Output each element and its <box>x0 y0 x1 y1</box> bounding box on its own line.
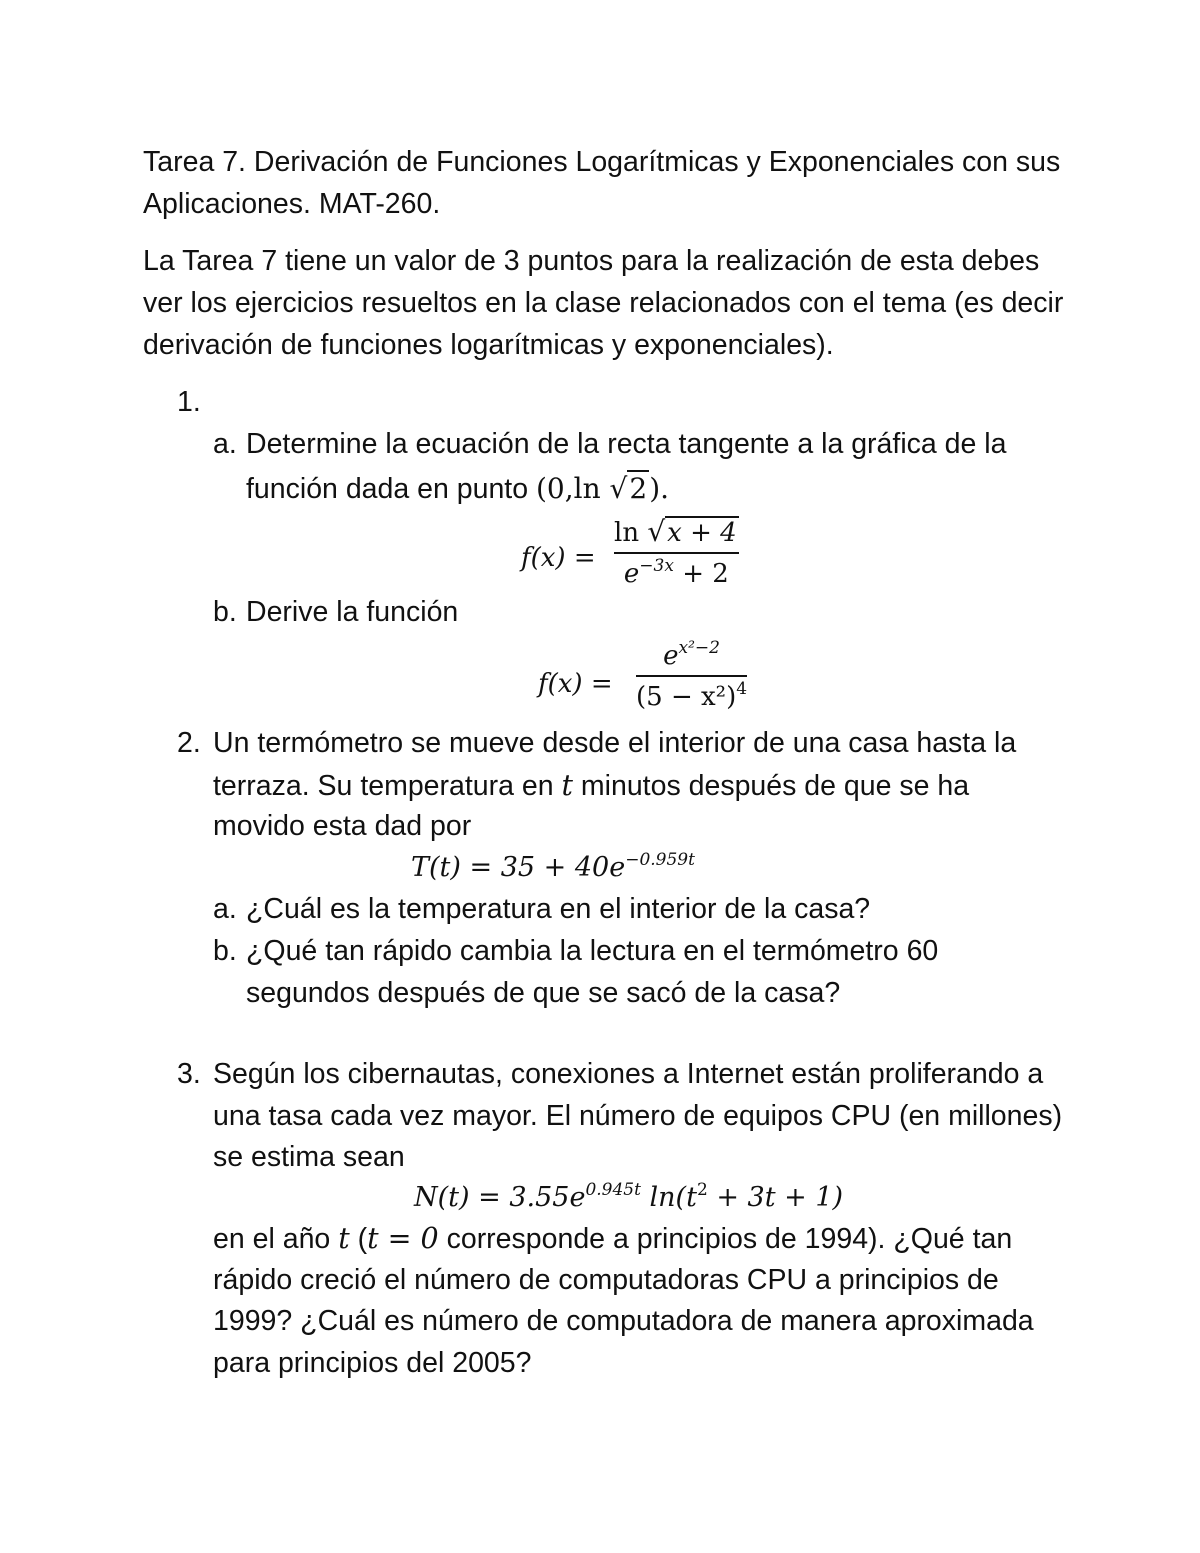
formula-2-fraction-bar <box>636 675 747 677</box>
point-close: ). <box>649 472 670 505</box>
formula-2-lhs-text: f(x) = <box>538 669 613 699</box>
formula-1-lhs-text: f(x) = <box>521 543 596 573</box>
question-2b-label: b. <box>213 935 237 967</box>
question-3-t-equals-0: t = 0 <box>367 1222 439 1255</box>
question-3-line-2: una tasa cada vez mayor. El número de equipos CPU (en millones) <box>213 1100 1063 1132</box>
formula-4 <box>414 1177 843 1218</box>
question-3-line-7: para principios del 2005? <box>213 1347 532 1379</box>
formula-3-lhs: T(t) = 35 + 40e <box>411 852 626 883</box>
question-3-line-3: se estima sean <box>213 1141 405 1173</box>
formula-1-denominator <box>624 558 729 590</box>
formula-4-tail: + 3t + 1) <box>707 1182 844 1213</box>
point-open: (0, <box>536 472 574 505</box>
question-2-var-t: t <box>561 769 573 802</box>
document-title-line-1: Tarea 7. Derivación de Funciones Logarítmicas y Exponenciales con sus <box>143 146 1061 178</box>
question-1-number: 1. <box>177 386 201 418</box>
formula-2-fraction <box>636 640 747 713</box>
formula-1-numerator <box>614 516 739 549</box>
point-radicand: 2 <box>629 472 648 505</box>
point-ln: ln <box>573 472 601 505</box>
question-3-number: 3. <box>177 1058 201 1090</box>
formula-1-sqrt: √x + 4 <box>647 515 737 548</box>
question-2a-label: a. <box>213 893 237 925</box>
question-3-line-5: rápido creció el número de computadoras CPU a principios de <box>213 1264 999 1296</box>
question-2-line-2 <box>213 765 969 807</box>
question-1b-label: b. <box>213 596 237 628</box>
formula-1-den-base: e <box>623 559 640 589</box>
question-2-number: 2. <box>177 727 201 759</box>
question-1a-line-2-text: función dada en punto <box>246 473 529 505</box>
question-3-line-1: Según los cibernautas, conexiones a Internet están proliferando a <box>213 1058 1044 1090</box>
document-title-line-2: Aplicaciones. MAT-260. <box>143 188 441 220</box>
formula-3-exp: −0.959t <box>625 850 695 870</box>
question-2-line-3: movido esta dad por <box>213 810 472 842</box>
formula-4-lhs: N(t) = 3.55e <box>414 1182 586 1213</box>
question-3-paren: ( <box>357 1223 368 1255</box>
formula-1-fraction-bar <box>614 552 739 554</box>
formula-1-num-ln: ln <box>614 518 640 548</box>
question-2-line-1: Un termómetro se mueve desde el interior de una casa hasta la <box>213 727 1017 759</box>
question-1a-line-2 <box>246 468 669 510</box>
intro-line-1: La Tarea 7 tiene un valor de 3 puntos para la realización de esta debes <box>143 245 1040 277</box>
intro-line-2: ver los ejercicios resueltos en la clase relacionados con el tema (es decir <box>143 287 1064 319</box>
formula-1-den-rest: + 2 <box>673 559 729 589</box>
formula-4-ln-exp: 2 <box>696 1180 708 1200</box>
formula-1-lhs <box>521 538 596 579</box>
formula-2-lhs <box>538 664 613 705</box>
question-2b-line-1: ¿Qué tan rápido cambia la lectura en el termómetro 60 <box>246 935 939 967</box>
formula-2-den-base: (5 − x²) <box>636 682 737 712</box>
formula-1-radicand: x + 4 <box>667 518 737 548</box>
formula-2-denominator <box>636 681 747 713</box>
point-expression <box>536 472 669 505</box>
question-1b-line: Derive la función <box>246 596 459 628</box>
formula-1-fraction <box>614 516 739 590</box>
formula-2-num-base: e <box>663 641 679 671</box>
formula-2-num-exp: x²−2 <box>678 638 720 658</box>
formula-4-ln: ln(t <box>640 1182 697 1213</box>
formula-4-exp: 0.945t <box>585 1180 641 1200</box>
point-sqrt: √2 <box>609 472 648 505</box>
question-3-line-4b: corresponde a principios de 1994). ¿Qué tan <box>446 1223 1013 1255</box>
question-1a-line-1: Determine la ecuación de la recta tangente a la gráfica de la <box>246 428 1007 460</box>
question-3-line-4a: en el año <box>213 1223 331 1255</box>
question-3-var-t: t <box>338 1222 350 1255</box>
question-3-line-4 <box>213 1218 1012 1260</box>
formula-3 <box>411 847 695 888</box>
formula-2-den-exp: 4 <box>736 679 748 699</box>
question-1a-label: a. <box>213 428 237 460</box>
question-3-line-6: 1999? ¿Cuál es número de computadora de manera aproximada <box>213 1305 1034 1337</box>
formula-2-numerator <box>663 640 720 672</box>
intro-line-3: derivación de funciones logarítmicas y exponenciales). <box>143 329 834 361</box>
formula-1-den-exp: −3x <box>639 556 674 576</box>
question-2-line-2b: minutos después de que se ha <box>580 770 970 802</box>
question-2-line-2a: terraza. Su temperatura en <box>213 770 554 802</box>
question-2a-line: ¿Cuál es la temperatura en el interior de la casa? <box>246 893 871 925</box>
question-2b-line-2: segundos después de que se sacó de la casa? <box>246 977 841 1009</box>
